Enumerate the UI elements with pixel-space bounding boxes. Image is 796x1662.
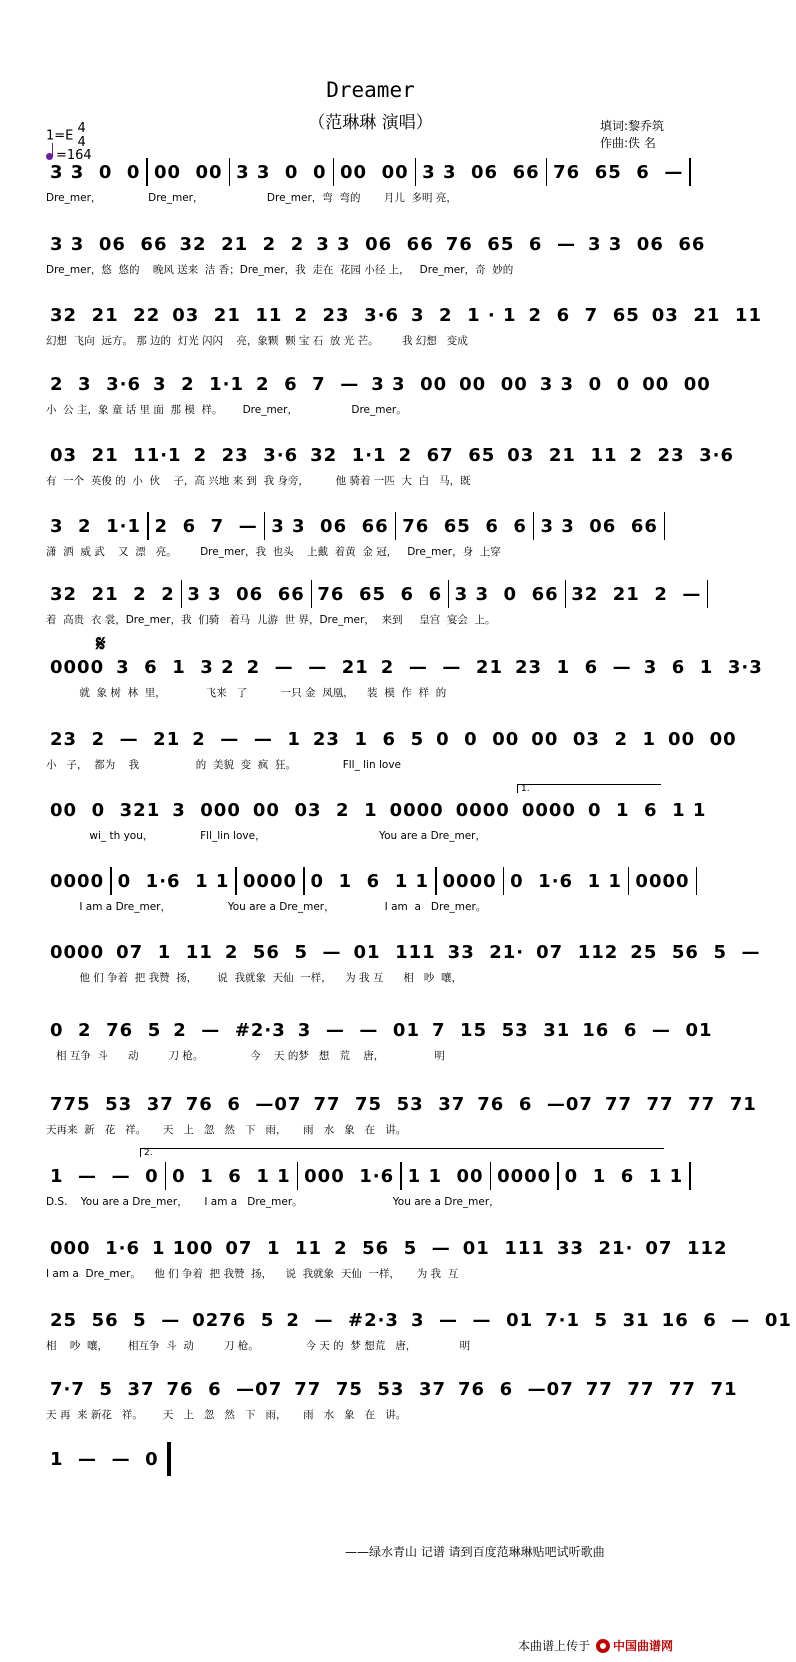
measure: 32 21 2 2 <box>179 233 305 255</box>
notes-line <box>46 1447 710 1471</box>
notes-line <box>46 1308 792 1332</box>
measure: 0000 <box>389 799 444 821</box>
measure: 3 3 0 0 <box>50 161 141 183</box>
measure: 3 3 0 66 <box>454 583 559 605</box>
measure: 3 3 06 66 <box>271 515 389 537</box>
lyrics-line: Dre_mer，悠 悠的 晚风 送来 洁 香；Dre_mer，我 走在 花园 小径 上， Dre_mer，奇 妙的 <box>46 264 514 276</box>
lyrics-line: 他 们 争着 把 我赞 扬， 说 我就象 天仙 一样， 为 我 互 相 吵 嚷， <box>46 972 463 984</box>
measure: 76 6 —07 <box>185 1093 302 1115</box>
measure: 0 0 00 <box>436 728 520 750</box>
measure: 3 000 <box>172 799 241 821</box>
score-line <box>46 232 710 276</box>
barline <box>503 867 505 895</box>
measure: 7·7 5 37 <box>50 1378 155 1400</box>
measure: 33 21· <box>556 1237 634 1259</box>
barline <box>395 512 397 540</box>
score-line <box>46 1236 728 1280</box>
lyrics-line: 就 象 树 林 里， 飞来 了 一只 金 凤凰， 装 模 作 样 的 <box>46 687 447 699</box>
measure: 3 2 1 · 1 <box>410 304 517 326</box>
notes-line <box>46 1164 710 1188</box>
notes-line <box>46 798 710 822</box>
barline <box>664 512 666 540</box>
measure: 3 3 00 <box>371 373 448 395</box>
barline <box>303 867 305 895</box>
measure: 2 6 7 — <box>256 373 360 395</box>
measure: 2 — — 1 <box>192 728 301 750</box>
barline <box>181 580 182 608</box>
measure: 0 1 6 1 1 <box>310 870 430 892</box>
final-barline <box>167 1442 171 1476</box>
volta-first-ending <box>517 784 661 793</box>
lyrics-line: 小 子， 都为 我 的 美貌 变 疯 狂。 Fll_ lin love <box>46 759 402 771</box>
tempo-value: =164 <box>56 148 92 163</box>
notes-line <box>46 232 710 256</box>
notes-line <box>46 655 763 679</box>
measure: 1 — — 0 <box>50 1165 159 1187</box>
site-logo <box>596 1637 673 1654</box>
barline <box>565 580 566 608</box>
measure: 07 1 11 <box>225 1237 323 1259</box>
lyrics-line: I am a Dre_mer， You are a Dre_mer， I am a Dre_mer。 <box>46 901 487 913</box>
notes-line <box>46 1018 713 1042</box>
measure: 32 21 2 2 <box>50 583 175 605</box>
measure: 03 21 11·1 <box>50 444 182 466</box>
time-signature <box>78 122 86 150</box>
notes-line <box>46 940 761 964</box>
lyrics-line <box>46 1477 710 1491</box>
measure: 03 21 11 <box>507 444 618 466</box>
notes-line <box>46 1236 728 1260</box>
measure: 1 1 00 <box>407 1165 484 1187</box>
measure: 3 6 1 3 2 <box>116 656 235 678</box>
lyrics-line: I am a Dre_mer。 他 们 争着 把 我赞 扬， 说 我就象 天仙 一样， 为 我 互 <box>46 1268 459 1280</box>
measure: 00 00 <box>642 373 711 395</box>
score-line <box>46 303 762 347</box>
measure: 0000 <box>242 870 298 892</box>
barline <box>533 512 535 540</box>
measure: 07 112 <box>645 1237 728 1259</box>
time-top: 4 <box>77 121 86 136</box>
measure: 03 21 11 <box>651 304 762 326</box>
notes-line <box>46 443 735 467</box>
measure: 16 6 — 01 <box>582 1019 713 1041</box>
measure: 0000 <box>442 870 497 892</box>
measure: 2 — #2·3 <box>173 1019 286 1041</box>
lyricist: 填词:黎乔筑 <box>600 119 665 133</box>
measure: 3 2 1·1 <box>153 373 245 395</box>
barline <box>297 1162 299 1190</box>
measure: 3 3 06 66 <box>187 583 305 605</box>
notes-line <box>46 303 762 327</box>
measure: 2 23 3·6 <box>294 304 399 326</box>
measure: 77 75 53 37 <box>313 1093 466 1115</box>
barline <box>110 867 112 895</box>
quarter-note-icon <box>46 153 53 160</box>
measure: 3 3 06 66 <box>422 161 540 183</box>
measure: 3 2 1·1 <box>50 515 142 537</box>
barline <box>264 512 266 540</box>
barline <box>696 867 698 895</box>
site-watermark <box>518 1637 673 1654</box>
measure: 7·1 5 31 <box>545 1309 650 1331</box>
barline <box>165 1162 167 1190</box>
barline <box>435 867 437 895</box>
lyrics-line: 天 再 来 新花 祥。 天 上 忽 然 下 雨， 雨 水 象 在 讲。 <box>46 1409 407 1421</box>
lyrics-line: D.S. You are a Dre_mer， I am a Dre_mer。 You are a Dre_mer， <box>46 1196 500 1208</box>
barline <box>448 580 449 608</box>
barline <box>235 867 237 895</box>
lyrics-line: 小 公 主，象 童 话 里 面 那 模 样。 Dre_mer， Dre_mer。 <box>46 404 407 416</box>
score-line <box>46 727 737 771</box>
measure: 25 56 5 — <box>630 941 761 963</box>
measure: 07 112 <box>536 941 619 963</box>
measure: 3 3 0 0 <box>236 161 327 183</box>
measure: 0 1 6 1 1 <box>564 1165 684 1187</box>
measure: 76 6 —07 <box>477 1093 593 1115</box>
barline <box>415 158 417 186</box>
measure: 03 21 11 <box>172 304 283 326</box>
lyrics-line: 着 高贵 衣 裳，Dre_mer，我 们骑 着马 儿游 世 界，Dre_mer， 来到 皇宫 宴会 上。 <box>46 614 496 626</box>
measure: 25 56 5 — <box>50 1309 181 1331</box>
measure: 2 67 65 <box>398 444 496 466</box>
barline <box>557 1162 559 1190</box>
measure: 0000 <box>521 799 576 821</box>
measure: 2 23 3·6 <box>193 444 299 466</box>
lyrics-line: Dre_mer， Dre_mer， Dre_mer，弯 弯的 月儿 多明 亮， <box>46 192 457 204</box>
measure: 2 6 7 — <box>154 515 258 537</box>
measure: 2 — — 21 <box>380 656 503 678</box>
notes-line <box>46 1377 738 1401</box>
measure: 32 1·1 <box>310 444 387 466</box>
logo-text: 中国曲谱网 <box>613 1639 674 1653</box>
notes-line <box>46 514 710 538</box>
lyrics-line: 天再来 新 花 祥。 天 上 忽 然 下 雨， 雨 水 象 在 讲。 <box>46 1124 407 1136</box>
notes-line <box>46 869 710 893</box>
measure: 2 3 3·6 <box>50 373 142 395</box>
measure: 23 1 6 5 <box>312 728 425 750</box>
measure: 3 — — 01 <box>410 1309 534 1331</box>
barline <box>490 1162 492 1190</box>
measure: 2 56 5 — <box>334 1237 451 1259</box>
barline <box>689 158 691 186</box>
measure: 0276 5 <box>192 1309 275 1331</box>
measure: 3 6 1 3·3 <box>643 656 763 678</box>
score-line <box>46 1164 710 1208</box>
measure: 2 6 7 65 <box>528 304 640 326</box>
segno-icon: 𝄋 <box>96 632 106 657</box>
measure: 0 2 76 5 <box>50 1019 162 1041</box>
measure: 00 00 <box>153 161 223 183</box>
measure: 000 1·6 <box>50 1237 140 1259</box>
upload-text: 本曲谱上传于 <box>518 1639 591 1653</box>
song-title: Dreamer <box>326 78 415 102</box>
measure: 76 6 —07 <box>458 1378 574 1400</box>
score-line <box>46 160 710 204</box>
measure: 01 111 <box>353 941 436 963</box>
score-line <box>46 869 710 913</box>
measure: 0000 <box>50 656 105 678</box>
score-line <box>46 1377 738 1421</box>
measure: 01 111 <box>462 1237 545 1259</box>
measure: 33 21· <box>447 941 525 963</box>
barline <box>689 1162 691 1190</box>
barline <box>707 580 708 608</box>
measure: 3 3 06 66 <box>540 515 658 537</box>
barline <box>628 867 630 895</box>
credits <box>600 118 664 152</box>
measure: 3 3 06 66 <box>587 233 706 255</box>
score-line <box>46 372 710 416</box>
measure: 3 3 0 0 <box>539 373 631 395</box>
measure: 23 1 6 — <box>514 656 632 678</box>
measure: 3 3 06 66 <box>316 233 434 255</box>
barline <box>400 1162 402 1190</box>
measure: 2 23 3·6 <box>629 444 735 466</box>
measure: 0 1·6 1 1 <box>117 870 230 892</box>
measure: 23 2 — 21 <box>50 728 181 750</box>
notes-line <box>46 582 710 606</box>
measure: 3 3 06 66 <box>50 233 168 255</box>
measure: 00 03 2 1 <box>531 728 657 750</box>
composer: 作曲:佚 名 <box>600 136 656 150</box>
notes-line <box>46 1092 757 1116</box>
measure: 00 00 <box>459 373 528 395</box>
measure: 2 — #2·3 <box>286 1309 399 1331</box>
measure: 00 00 <box>340 161 409 183</box>
lyrics-line: 相 吵 嚷， 相互争 斗 动 刀 枪。 今 天 的 梦 想荒 唐， 明 <box>46 1340 471 1352</box>
barline <box>546 158 548 186</box>
singer-subtitle: （范琳琳 演唱） <box>308 113 433 133</box>
barline <box>147 512 149 540</box>
measure: 7 15 53 31 <box>431 1019 571 1041</box>
notes-line <box>46 160 710 184</box>
measure: 0000 <box>50 870 105 892</box>
measure: 000 1·6 <box>304 1165 395 1187</box>
score-line <box>46 582 710 626</box>
key-label: 1=E <box>46 128 74 144</box>
score-line <box>46 443 735 487</box>
measure: 2 56 5 — <box>224 941 342 963</box>
lyrics-line: 幻想 飞向 远方。 那 边的 灯光 闪闪 亮，象颗 颗 宝 石 放 光 芒。 我 幻想 变成 <box>46 335 468 347</box>
score-line <box>46 655 763 699</box>
measure: 1 — — 0 <box>50 1448 159 1470</box>
score-line <box>46 1092 757 1136</box>
barline <box>311 580 312 608</box>
lyrics-line: 潇 洒 威 武 又 漂 亮。 Dre_mer，我 也头 上戴 着黄 金 冠， Dre_mer，身 上穿 <box>46 546 501 558</box>
measure: 00 03 2 1 <box>252 799 378 821</box>
volta-second-ending <box>140 1148 664 1157</box>
measure: 3 — — 01 <box>297 1019 420 1041</box>
measure: 0 1 6 1 1 <box>172 1165 291 1187</box>
measure: 76 65 6 — <box>445 233 576 255</box>
time-bottom: 4 <box>77 135 86 150</box>
measure: 76 65 6 — <box>553 161 684 183</box>
measure: 32 21 2 — <box>571 583 702 605</box>
measure: 77 77 77 71 <box>585 1378 738 1400</box>
measure: 0000 <box>50 941 105 963</box>
barline <box>146 158 148 186</box>
barline <box>333 158 335 186</box>
logo-icon <box>596 1639 610 1653</box>
measure: 0000 <box>497 1165 552 1187</box>
transcriber-credit: ——绿水青山 记谱 请到百度范琳琳贴吧试听歌曲 <box>345 1545 605 1559</box>
lyrics-line: 有 一个 英俊 的 小 伙 子，高 兴地 来 到 我 身旁， 他 骑着 一匹 大 白 马，既 <box>46 475 471 487</box>
measure: 77 75 53 37 <box>294 1378 447 1400</box>
measure: 16 6 — 01 <box>661 1309 792 1331</box>
measure: 0000 <box>455 799 510 821</box>
score-line <box>46 940 761 984</box>
measure: 32 21 22 <box>50 304 161 326</box>
measure: 2 — — 21 <box>246 656 369 678</box>
measure: 77 77 77 71 <box>604 1093 757 1115</box>
measure: 07 1 11 <box>116 941 213 963</box>
score-line <box>46 798 710 842</box>
lyrics-line: wi_ th you， Fll_lin love， You are a Dre_mer， <box>46 830 486 842</box>
measure: 0 1·6 1 1 <box>510 870 622 892</box>
score-line <box>46 1018 713 1062</box>
measure: 0 1 6 1 1 <box>587 799 707 821</box>
measure: 76 65 6 6 <box>317 583 443 605</box>
measure: 76 6 —07 <box>166 1378 283 1400</box>
score-line <box>46 1447 710 1491</box>
volta-label: 2. <box>144 1148 153 1158</box>
measure: 0000 <box>635 870 690 892</box>
measure: 775 53 37 <box>50 1093 174 1115</box>
notes-line <box>46 727 737 751</box>
measure: 1 100 <box>152 1237 214 1259</box>
measure: 76 65 6 6 <box>402 515 527 537</box>
lyrics-line: 相 互争 斗 动 刀 枪。 今 天 的梦 想 荒 唐， 明 <box>46 1050 445 1062</box>
measure: 00 00 <box>668 728 737 750</box>
notes-line <box>46 372 710 396</box>
score-line <box>46 1308 792 1352</box>
volta-label: 1. <box>521 784 530 794</box>
measure: 00 0 321 <box>50 799 161 821</box>
barline <box>229 158 231 186</box>
score-line <box>46 514 710 558</box>
